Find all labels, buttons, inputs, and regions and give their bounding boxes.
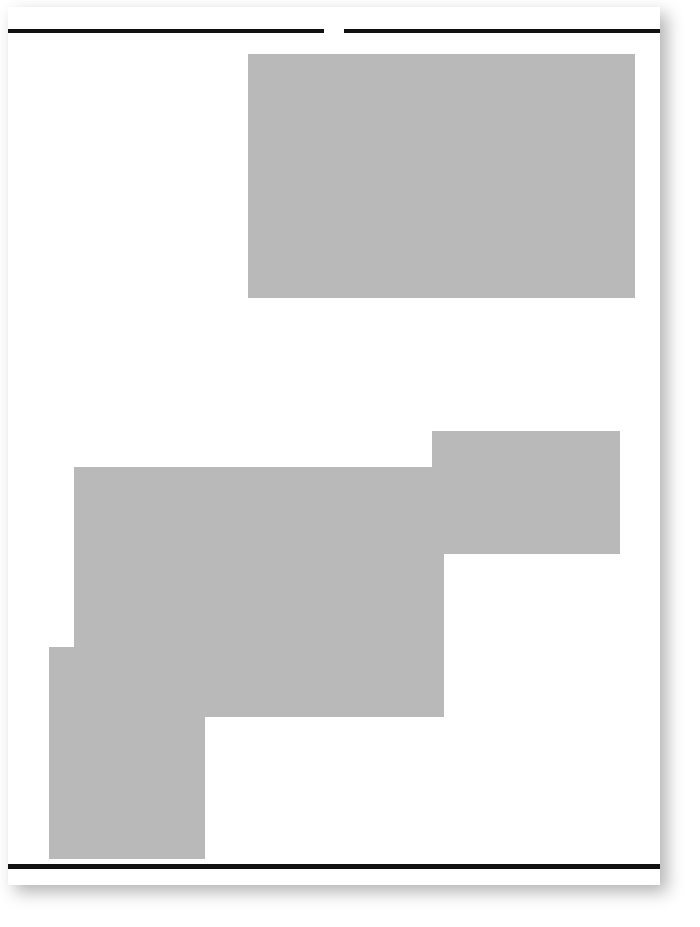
masthead-rule-left [8,29,324,33]
footer-rule [8,864,660,869]
photo-lock-detail-canvas [432,431,620,554]
photo-lock-detail [432,431,620,554]
page-sheet [8,7,660,885]
photo-bolster-detail-canvas [49,647,205,859]
photo-dagger-closed [248,54,635,298]
caption-block [228,714,642,725]
photo-blade-cutout-canvas [240,307,640,409]
photo-dagger-closed-canvas [248,54,635,298]
masthead-rule-right [344,29,660,33]
masthead [8,19,660,41]
photo-bolster-detail [49,647,205,859]
photo-blade-cutout [240,307,640,409]
